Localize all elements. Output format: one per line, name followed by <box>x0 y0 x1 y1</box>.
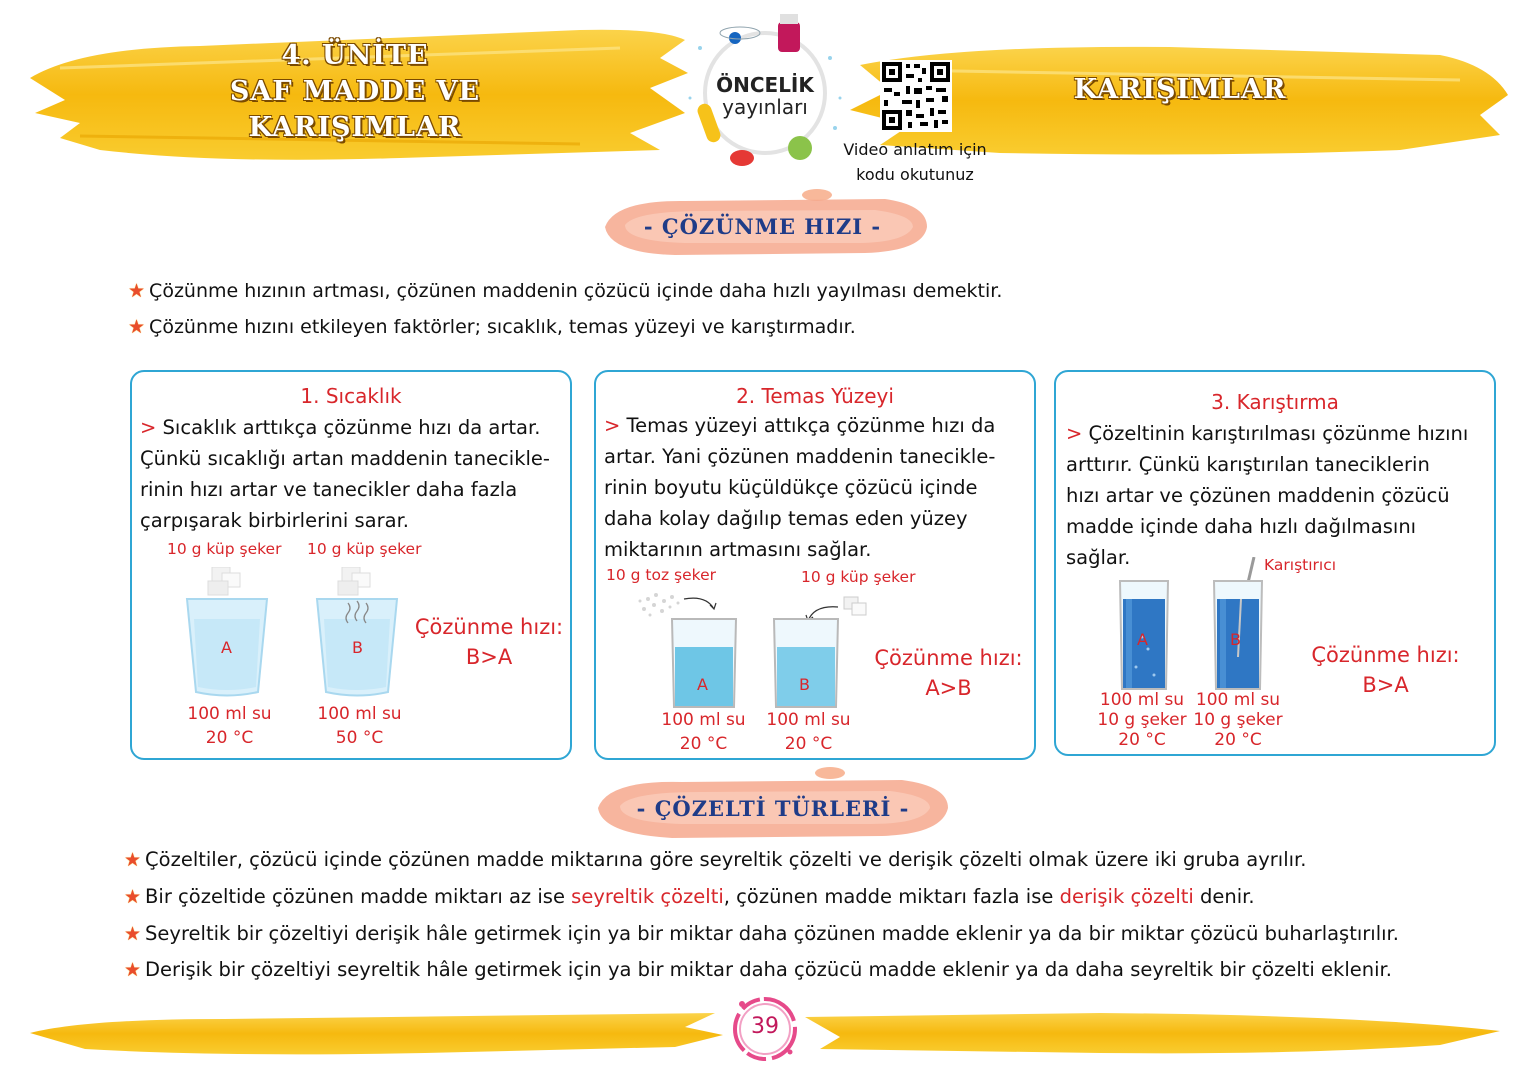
marker-icon: > <box>1066 422 1083 445</box>
unit-title-line2: SAF MADDE VE <box>229 76 481 107</box>
card3-vessel-b-bottom: 100 ml su 10 g şeker 20 °C <box>1193 690 1283 750</box>
publisher-name: ÖNCELİK <box>716 73 814 97</box>
qr-caption-line1: Video anlatım için <box>843 140 987 159</box>
card-surface-line-4: daha kolay dağılıp temas eden yüzey <box>604 507 968 530</box>
card-stirring-text <box>1066 418 1496 573</box>
section2-bullet-2 <box>124 885 1255 908</box>
card-stirring-line-3: hızı artar ve çözünen maddenin çözücü <box>1066 484 1450 507</box>
qr-code[interactable] <box>880 60 952 132</box>
marker-icon: > <box>140 416 157 439</box>
term-dilute: seyreltik çözelti <box>571 885 724 908</box>
cylinder-b-illustration <box>1208 557 1288 692</box>
card3-result: Çözünme hızı: B>A <box>1311 643 1460 697</box>
section2-title: - ÇÖZELTİ TÜRLERİ - <box>636 796 910 821</box>
beaker-b-illustration <box>766 587 886 712</box>
star-icon: ★ <box>124 848 142 871</box>
section1-bullet-2 <box>128 316 856 338</box>
card-temperature-line-1: > Sıcaklık arttıkça çözünme hızı da artar. <box>140 416 541 439</box>
star-icon: ★ <box>124 922 142 945</box>
topic-title: KARIŞIMLAR <box>1073 74 1287 105</box>
card1-result: Çözünme hızı: B>A <box>414 615 564 669</box>
card2-vessel-a-top: 10 g toz şeker <box>606 566 716 584</box>
card-stirring <box>1054 370 1496 756</box>
card-temperature-line-4: çarpışarak birbirlerini sarar. <box>140 509 410 532</box>
card-surface-line-5: miktarının artmasını sağlar. <box>604 538 872 561</box>
card-surface-line-1: > Temas yüzeyi attıkça çözünme hızı da <box>604 414 996 437</box>
section2-bullet-4 <box>124 958 1392 981</box>
card1-vessel-b-letter: B <box>352 638 363 657</box>
card1-vessel-a-top: 10 g küp şeker <box>167 540 282 558</box>
section2-bullet-2-text: Bir çözeltide çözünen madde miktarı az ise seyreltik çözelti, çözünen madde miktarı fazla ise derişik çözelti denir. <box>145 885 1255 908</box>
card-surface-line-3: rinin boyutu küçüldükçe çözücü içinde <box>604 476 978 499</box>
section2-bullet-3-text: Seyreltik bir çözeltiyi derişik hâle getirmek için ya bir miktar daha çözünen madde eklenir ya da bir miktar çözücü buharlaştırılır. <box>145 922 1399 945</box>
card-surface-area <box>594 370 1036 760</box>
unit-title-line1: 4. ÜNİTE <box>281 40 429 71</box>
card-temperature <box>130 370 572 760</box>
card-temperature-title: 1. Sıcaklık <box>300 384 402 408</box>
card2-result: Çözünme hızı: A>B <box>874 646 1023 700</box>
section1-bullet-1-text: Çözünme hızının artması, çözünen maddenin çözücü içinde daha hızlı yayılması demektir. <box>149 280 1003 302</box>
card3-stirrer-label: Karıştırıcı <box>1264 556 1337 574</box>
page-number: 39 <box>751 1014 779 1039</box>
card2-vessel-b-top: 10 g küp şeker <box>801 568 916 586</box>
card-stirring-line-2: arttırır. Çünkü karıştırılan taneciklerin <box>1066 453 1430 476</box>
card-stirring-title: 3. Karıştırma <box>1211 390 1339 414</box>
footer-brush-left <box>25 1005 725 1060</box>
footer-brush-right <box>800 1005 1505 1060</box>
card2-vessel-a-bottom: 100 ml su 20 °C <box>661 710 746 754</box>
card3-vessel-b-letter: B <box>1230 630 1241 649</box>
card-temperature-line-2: Çünkü sıcaklığı artan maddenin tanecikle- <box>140 447 550 470</box>
card2-vessel-b-bottom: 100 ml su 20 °C <box>766 710 851 754</box>
card3-vessel-a-bottom: 100 ml su 10 g şeker 20 °C <box>1097 690 1187 750</box>
section1-bullet-2-text: Çözünme hızını etkileyen faktörler; sıcaklık, temas yüzeyi ve karıştırmadır. <box>149 316 856 338</box>
marker-icon: > <box>604 414 621 437</box>
card-stirring-line-1: > Çözeltinin karıştırılması çözünme hızını <box>1066 422 1469 445</box>
term-concentrated: derişik çözelti <box>1059 885 1194 908</box>
qr-caption <box>835 137 995 187</box>
card1-vessel-b-bottom: 100 ml su 50 °C <box>317 704 402 748</box>
star-icon: ★ <box>124 885 142 908</box>
glass-b-illustration <box>312 567 402 702</box>
card-surface-line-2: artar. Yani çözünen maddenin tanecikle- <box>604 445 996 468</box>
section2-bullet-1-text: Çözeltiler, çözücü içinde çözünen madde miktarına göre seyreltik çözelti ve derişik çözelti olmak üzere iki gruba ayrılır. <box>145 848 1307 871</box>
publisher-subtitle: yayınları <box>722 95 808 119</box>
star-icon: ★ <box>124 958 142 981</box>
unit-title <box>190 38 520 146</box>
qr-caption-line2: kodu okutunuz <box>856 165 974 184</box>
card-surface-title: 2. Temas Yüzeyi <box>736 384 894 408</box>
section1-title: - ÇÖZÜNME HIZI - <box>643 214 882 239</box>
star-icon: ★ <box>128 316 146 338</box>
card1-vessel-a-bottom: 100 ml su 20 °C <box>187 704 272 748</box>
section1-bullet-1 <box>128 280 1002 302</box>
beaker-a-illustration <box>636 587 756 712</box>
card1-vessel-a-letter: A <box>221 638 232 657</box>
card3-vessel-a-letter: A <box>1137 630 1148 649</box>
star-icon: ★ <box>128 280 146 302</box>
unit-title-line3: KARIŞIMLAR <box>248 112 462 143</box>
section2-bullet-3 <box>124 922 1399 945</box>
card-surface-text <box>604 410 1034 565</box>
glass-a-illustration <box>182 567 272 702</box>
card2-vessel-b-letter: B <box>799 675 810 694</box>
card-stirring-line-4: madde içinde daha hızlı dağılmasını <box>1066 515 1417 538</box>
card-stirring-line-5: sağlar. <box>1066 546 1131 569</box>
card-temperature-text <box>140 412 570 536</box>
publisher-logo-text <box>705 74 825 118</box>
section2-bullet-4-text: Derişik bir çözeltiyi seyreltik hâle getirmek için ya bir miktar daha çözücü madde eklenir ya da daha seyreltik bir çözelti eklenir. <box>145 958 1392 981</box>
card1-vessel-b-top: 10 g küp şeker <box>307 540 422 558</box>
card2-vessel-a-letter: A <box>697 675 708 694</box>
card-temperature-line-3: rinin hızı artar ve tanecikler daha fazla <box>140 478 518 501</box>
section2-bullet-1 <box>124 848 1307 871</box>
